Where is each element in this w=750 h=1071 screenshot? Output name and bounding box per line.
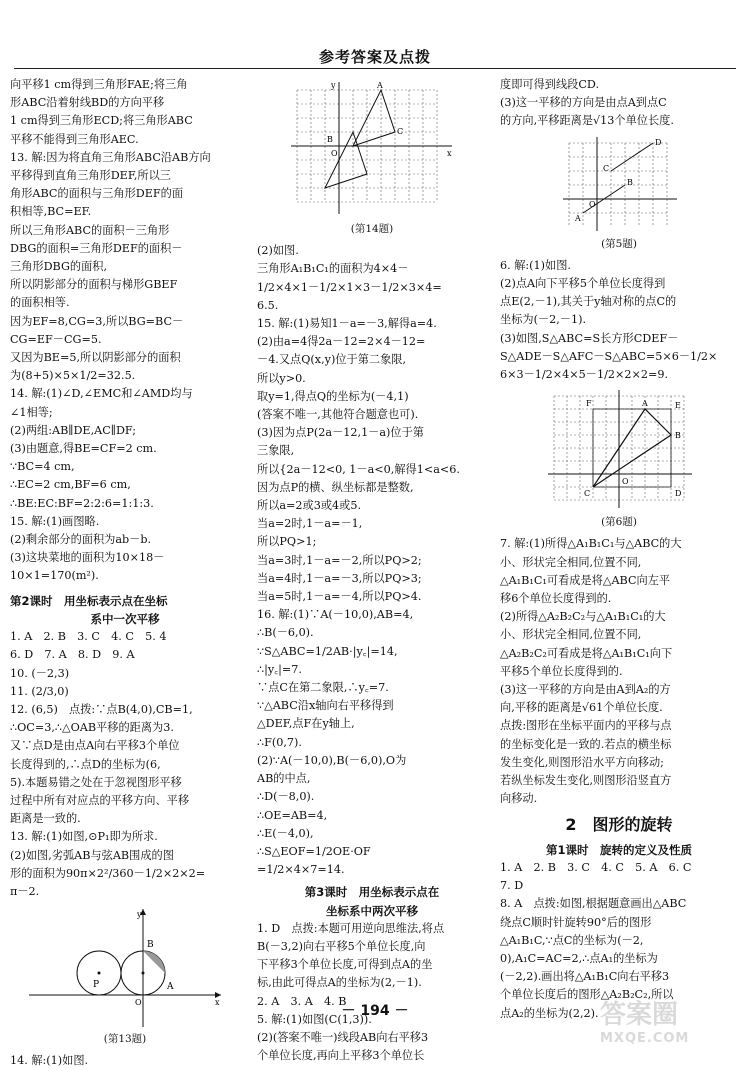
text-line: 1. D 点拨:本题可用逆向思维法,将点 bbox=[257, 921, 445, 935]
text-line: 形的面积为90π×2²/360－1/2×2×2= bbox=[10, 866, 206, 880]
svg-text:A: A bbox=[167, 982, 174, 993]
text-block bbox=[500, 257, 738, 384]
text-line: (－2,2).画出将△A₁B₁C向右平移3 bbox=[500, 970, 670, 984]
text-line: 当a=3时,1－a=－2,所以PQ>2; bbox=[257, 553, 422, 567]
watermark-logo bbox=[600, 994, 745, 1046]
text-line: (2)剩余部分的面积为ab－b. bbox=[10, 533, 152, 547]
text-line: 度即可得到线段CD. bbox=[500, 78, 599, 91]
text-line: 向,平移的距离是√61个单位长度. bbox=[500, 701, 663, 715]
text-line: ∵点C在第二象限,∴y꜀=7. bbox=[257, 681, 389, 695]
text-line: 的坐标变化是一致的.若点的横坐标 bbox=[500, 737, 672, 751]
text-line: 13. 解:(1)如图,⊙P₁即为所求. bbox=[10, 830, 158, 844]
text-line: ∴EC=2 cm,BF=6 cm, bbox=[10, 478, 131, 492]
watermark-url: MXQE.COM bbox=[600, 1031, 690, 1046]
text-line: 为(8+5)×5×1/2=32.5. bbox=[10, 369, 136, 383]
text-line: 点E(2,－1),其关于y轴对称的点C的 bbox=[500, 295, 677, 309]
text-line: (3)这一平移的方向是由A到A₂的方 bbox=[500, 683, 671, 697]
text-line: 14. 解:(1)如图. bbox=[10, 1054, 89, 1068]
text-line: ∴BE:EC:BF=2:2:6=1:1:3. bbox=[10, 496, 154, 510]
grid-diagram bbox=[559, 135, 679, 235]
figure-caption: (第5题) bbox=[601, 237, 637, 250]
watermark-text: 答案圈 bbox=[600, 1000, 679, 1030]
text-line: 1 cm得到三角形ECD;将三角形ABC bbox=[10, 114, 193, 128]
text-line: ∴|y꜀|=7. bbox=[257, 662, 302, 676]
text-line: 三角形A₁B₁C₁的面积为4×4－ bbox=[257, 262, 409, 276]
svg-text:A: A bbox=[642, 399, 648, 409]
svg-text:D: D bbox=[655, 137, 662, 147]
text-line: (2)两组:AB∥DE,AC∥DF; bbox=[10, 423, 137, 437]
section-title: 第3课时 用坐标表示点在 bbox=[304, 885, 440, 900]
svg-text:x: x bbox=[215, 998, 220, 1008]
text-line: 点A₂的坐标为(2,2). bbox=[500, 1006, 599, 1020]
text-line: (2)所得△A₂B₂C₂与△A₁B₁C₁的大 bbox=[500, 610, 666, 624]
text-line: 因为EF=8,CG=3,所以BG=BC－ bbox=[10, 314, 184, 328]
text-line: 5. 解:(1)如图(C(1,3)). bbox=[257, 1012, 372, 1026]
text-line: 个单位长度后的图形△A₂B₂C₂,所以 bbox=[500, 988, 674, 1002]
text-line: 所以y>0. bbox=[257, 371, 306, 385]
page-title: 参考答案及点拨 bbox=[318, 48, 431, 66]
text-line: S△ADE－S△AFC－S△ABC=5×6－1/2× bbox=[500, 349, 718, 363]
svg-text:x: x bbox=[447, 149, 452, 158]
section-title: 第1课时 旋转的定义及性质 bbox=[545, 842, 692, 857]
text-line: ∴E(－4,0), bbox=[257, 826, 314, 840]
text-line: (答案不唯一,其他符合题意也可). bbox=[257, 408, 419, 422]
text-line: 10. (－2,3) bbox=[10, 666, 70, 680]
text-line: 14. 解:(1)∠D,∠EMC和∠AMD均与 bbox=[10, 387, 193, 401]
text-line: 11. (2/3,0) bbox=[10, 684, 69, 698]
svg-text:A: A bbox=[377, 81, 383, 90]
figure-13 bbox=[25, 905, 225, 1048]
text-line: (2)如图. bbox=[257, 244, 299, 258]
text-block bbox=[10, 76, 240, 586]
svg-text:B: B bbox=[627, 177, 633, 187]
svg-text:O: O bbox=[135, 998, 142, 1008]
text-line: △A₂B₂C₂可看成是将△A₁B₁C₁向下 bbox=[500, 646, 673, 660]
figure-caption: (第14题) bbox=[350, 223, 394, 235]
text-line: ∵S△ABC=1/2AB·|y꜀|=14, bbox=[257, 644, 398, 658]
text-line: 13. 解:因为将直角三角形ABC沿AB方向 bbox=[10, 150, 211, 164]
text-line: (2)∵A(－10,0),B(－6,0),O为 bbox=[257, 753, 407, 767]
text-line: =1/2×4×7=14. bbox=[257, 863, 345, 877]
text-line: 因为点P的横、纵坐标都是整数, bbox=[257, 480, 414, 494]
column-middle bbox=[257, 76, 487, 1065]
text-line: (2)点A向下平移5个单位长度得到 bbox=[500, 277, 666, 291]
text-line: △DEF,点F在y轴上, bbox=[257, 717, 355, 731]
text-line: 15. 解:(1)画图略. bbox=[10, 514, 100, 528]
text-line: 坐标为(－2,－1). bbox=[500, 313, 587, 327]
text-line: △A₁B₁C₁可看成是将△ABC向左平 bbox=[500, 573, 671, 587]
text-line: 2. A 3. A 4. B bbox=[257, 994, 347, 1008]
svg-text:O: O bbox=[589, 199, 596, 209]
text-line: (2)由a=4得2a－12=2×4－12= bbox=[257, 335, 426, 349]
text-line: 6. 解:(1)如图. bbox=[500, 258, 571, 272]
text-line: ∴F(0,7). bbox=[257, 735, 302, 749]
text-line: 所以{2a－12<0, 1－a<0,解得1<a<6. bbox=[257, 462, 460, 476]
text-line: 所以a=2或3或4或5. bbox=[257, 499, 362, 513]
text-line: 当a=4时,1－a=－3,所以PQ>3; bbox=[257, 571, 422, 585]
text-line: ∠1相等; bbox=[10, 405, 53, 419]
text-line: 1. A 2. B 3. C 4. C 5. A 6. C bbox=[500, 860, 692, 874]
section-subtitle: 坐标系中两次平移 bbox=[326, 903, 418, 918]
svg-text:B: B bbox=[147, 940, 154, 951]
svg-text:O: O bbox=[331, 149, 338, 158]
svg-text:B: B bbox=[327, 135, 333, 144]
text-line: 三角形DBG的面积, bbox=[10, 260, 108, 274]
text-line: 10×1=170(m²). bbox=[10, 569, 99, 583]
text-line: (3)如图,S△ABC=S长方形CDEF－ bbox=[500, 331, 679, 345]
text-line: 三象限, bbox=[257, 444, 295, 458]
text-line: 平移不能得到三角形AEC. bbox=[10, 132, 139, 146]
text-line: 又因为BE=5,所以阴影部分的面积 bbox=[10, 351, 181, 365]
text-line: 向移动. bbox=[500, 792, 538, 806]
text-line: 所以阴影部分的面积与梯形GBEF bbox=[10, 278, 178, 292]
text-line: 的面积相等. bbox=[10, 296, 70, 310]
text-line: 12. (6,5) 点拨:∵点B(4,0),CB=1, bbox=[10, 702, 193, 716]
text-block bbox=[500, 76, 738, 131]
section-subtitle: 系中一次平移 bbox=[90, 611, 160, 626]
text-line: 发生变化,则图形沿水平方向移动; bbox=[500, 755, 664, 769]
page-header bbox=[0, 0, 750, 70]
svg-text:P: P bbox=[93, 980, 100, 991]
text-line: (3)这一平移的方向是由点A到点C bbox=[500, 96, 667, 110]
svg-text:C: C bbox=[397, 127, 404, 136]
figure-14 bbox=[287, 80, 457, 238]
text-line: DBG的面积=三角形DEF的面积－ bbox=[10, 241, 183, 255]
text-line: 绕点C顺时针旋转90°后的图形 bbox=[500, 915, 652, 929]
header-divider bbox=[14, 68, 736, 69]
text-line: 距离是一致的. bbox=[10, 812, 81, 826]
text-line: ∴OE=AB=4, bbox=[257, 808, 328, 822]
grid-diagram bbox=[287, 80, 457, 220]
text-line: 过程中所有对应点的平移方向、平移 bbox=[10, 793, 190, 807]
svg-text:D: D bbox=[675, 489, 682, 499]
figure-caption: (第6题) bbox=[601, 516, 637, 529]
text-line: 当a=2时,1－a=－1, bbox=[257, 517, 363, 531]
text-line: (2)如图,劣弧AB与弦AB围成的图 bbox=[10, 848, 174, 862]
text-line: ∴D(－8,0). bbox=[257, 790, 315, 804]
text-line: B(－3,2)向右平移5个单位长度,向 bbox=[257, 939, 426, 953]
svg-text:C: C bbox=[584, 489, 591, 499]
svg-text:y: y bbox=[331, 81, 336, 90]
text-line: 个单位长度,再向上平移3个单位长 bbox=[257, 1049, 425, 1063]
text-line: 5).本题易错之处在于忽视图形平移 bbox=[10, 775, 182, 789]
text-line: 点拨:图形在坐标平面内的平移与点 bbox=[500, 719, 672, 733]
text-line: π－2. bbox=[10, 884, 40, 898]
text-line: (3)这块菜地的面积为10×18－ bbox=[10, 551, 165, 565]
text-line: 下平移3个单位长度,可得到点A的坐 bbox=[257, 958, 433, 972]
text-line: 标,由此可得点A的坐标为(2,－1). bbox=[257, 976, 422, 990]
svg-text:A: A bbox=[575, 213, 581, 223]
figure-caption: (第13题) bbox=[103, 1033, 147, 1046]
text-line: 又∵点D是由点A向右平移3个单位 bbox=[10, 739, 180, 753]
figure-5 bbox=[559, 135, 679, 253]
text-line: 6.5. bbox=[257, 298, 279, 312]
svg-text:E: E bbox=[675, 401, 681, 411]
text-line: 当a=5时,1－a=－4,所以PQ>4. bbox=[257, 590, 422, 604]
text-line: △A₁B₁C,∵点C的坐标为(－2, bbox=[500, 933, 644, 947]
text-line: 所以PQ>1; bbox=[257, 535, 317, 549]
text-line: 16. 解:(1)∵A(－10,0),AB=4, bbox=[257, 608, 414, 622]
text-line: ∵BC=4 cm, bbox=[10, 460, 75, 474]
text-line: CG=EF－CG=5. bbox=[10, 332, 102, 346]
page-number: － 194 － bbox=[341, 1003, 409, 1019]
section-title: 第2课时 用坐标表示点在坐标 bbox=[10, 593, 168, 608]
text-line: 平移得到直角三角形DEF,所以三 bbox=[10, 169, 171, 183]
text-line: (3)由题意,得BE=CF=2 cm. bbox=[10, 442, 157, 456]
text-line: (3)因为点P(2a－12,1－a)位于第 bbox=[257, 426, 424, 440]
text-line: 小、形状完全相同,位置不同, bbox=[500, 628, 642, 642]
column-left bbox=[10, 76, 240, 1071]
text-line: 6. D 7. A 8. D 9. A bbox=[10, 648, 135, 662]
text-line: 向平移1 cm得到三角形FAE;将三角 bbox=[10, 78, 188, 91]
figure-6 bbox=[544, 388, 694, 531]
text-line: 0),A₁C=AC=2,∴点A₁的坐标为 bbox=[500, 951, 658, 965]
text-line: 形ABC沿着射线BD的方向平移 bbox=[10, 96, 165, 110]
text-line: (2)(答案不唯一)线段AB向右平移3 bbox=[257, 1030, 429, 1044]
svg-text:C: C bbox=[603, 163, 610, 173]
text-line: ∴OC=3,∴△OAB平移的距离为3. bbox=[10, 721, 174, 735]
text-line: －4.又点Q(x,y)位于第二象限, bbox=[257, 353, 407, 367]
text-line: 15. 解:(1)易知1－a=－3,解得a=4. bbox=[257, 317, 437, 331]
text-line: 所以三角形ABC的面积－三角形 bbox=[10, 223, 170, 237]
svg-text:O: O bbox=[622, 477, 629, 487]
text-line: 取y=1,得点Q的坐标为(－4,1) bbox=[257, 389, 409, 403]
text-line: 移6个单位长度得到的. bbox=[500, 592, 612, 606]
text-line: ∵△ABC沿x轴向右平移得到 bbox=[257, 699, 394, 713]
text-block bbox=[257, 242, 487, 879]
text-line: 若纵坐标发生变化,则图形沿竖直方 bbox=[500, 774, 672, 788]
text-line: 长度得到的,∴点D的坐标为(6, bbox=[10, 757, 161, 771]
text-line: ∴S△EOF=1/2OE·OF bbox=[257, 844, 371, 858]
text-block bbox=[257, 920, 487, 1066]
text-line: ∴B(－6,0). bbox=[257, 626, 314, 640]
text-line: 6×3－1/2×4×5－1/2×2×2=9. bbox=[500, 368, 669, 382]
grid-diagram bbox=[544, 388, 694, 513]
svg-text:B: B bbox=[675, 431, 681, 441]
text-line: 积相等,BC=EF. bbox=[10, 205, 92, 219]
column-right bbox=[500, 76, 738, 1023]
text-block bbox=[500, 535, 738, 808]
svg-text:F: F bbox=[586, 399, 592, 409]
text-line: 的方向,平移距离是√13个单位长度. bbox=[500, 114, 674, 128]
svg-text:y: y bbox=[137, 910, 142, 920]
text-line: 平移5个单位长度得到的. bbox=[500, 664, 623, 678]
text-line: 角形ABC的面积与三角形DEF的面 bbox=[10, 187, 184, 201]
text-line: 小、形状完全相同,位置不同, bbox=[500, 555, 642, 569]
text-line: 8. A 点拨:如图,根据题意画出△ABC bbox=[500, 897, 687, 911]
text-line: 7. D bbox=[500, 879, 524, 893]
text-line: 1/2×4×1－1/2×1×3－1/2×3×4= bbox=[257, 280, 442, 294]
chapter-title: 2 图形的旋转 bbox=[565, 815, 673, 835]
text-line: 1. A 2. B 3. C 4. C 5. 4 bbox=[10, 630, 167, 644]
text-line: AB的中点, bbox=[257, 772, 311, 786]
text-block bbox=[10, 628, 240, 901]
text-line: 7. 解:(1)所得△A₁B₁C₁与△ABC的大 bbox=[500, 537, 682, 551]
